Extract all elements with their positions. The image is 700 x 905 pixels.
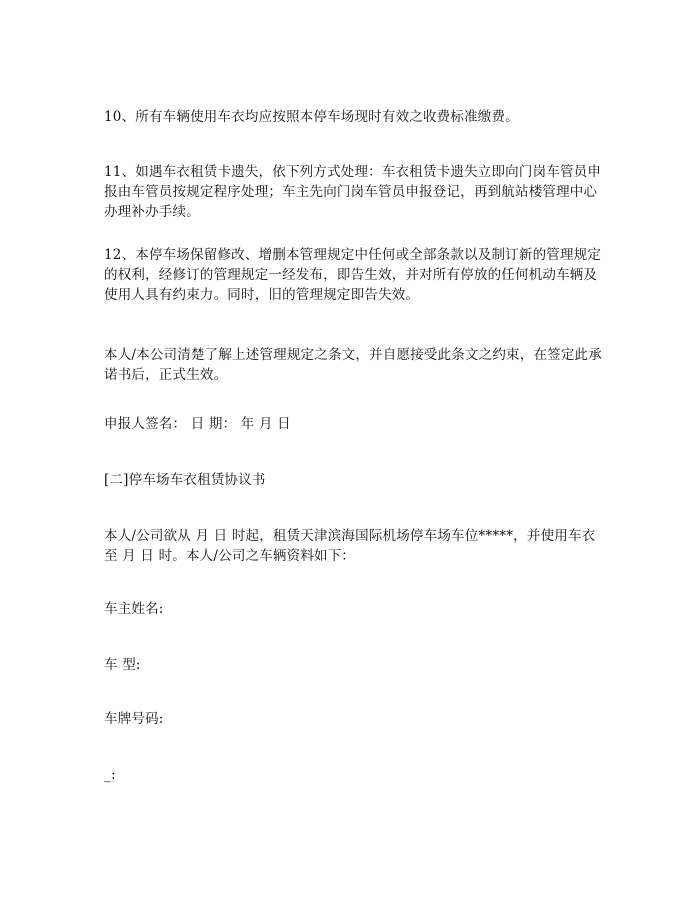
blank-field-label: _: bbox=[104, 767, 116, 783]
agreement-heading: [二]停车场车衣租赁协议书 bbox=[104, 472, 266, 488]
agreement-text: 本人/公司欲从 月 日 时起，租赁天津滨海国际机场停车场车位*****，并使用车衣至 月 日 时。本人/公司之车辆资料如下： bbox=[104, 528, 596, 564]
signature-date-line: 申报人签名： 日 期： 年 月 日 bbox=[104, 416, 291, 432]
vehicle-model-field-label: 车 型: bbox=[104, 657, 141, 673]
consent-statement: 本人/本公司清楚了解上述管理规定之条文，并自愿接受此条文之约束，在签定此承诺书后，正式生效。 bbox=[104, 347, 602, 383]
owner-name-field-label: 车主姓名: bbox=[104, 601, 164, 617]
plate-number-field-label: 车牌号码: bbox=[104, 711, 164, 727]
clause-12: 12、本停车场保留修改、增删本管理规定中任何或全部条款以及制订新的管理规定的权利，经修订的管理规定一经发布，即告生效，并对所有停放的任何机动车辆及使用人具有约束力。同时，旧的管理规定即告失效。 bbox=[104, 247, 602, 303]
clause-11: 11、如遇车衣租赁卡遗失，依下列方式处理：车衣租赁卡遗失立即向门岗车管员申报由车管员按规定程序处理；车主先向门岗车管员申报登记，再到航站楼管理中心办理补办手续。 bbox=[104, 164, 602, 220]
clause-10: 10、所有车辆使用车衣均应按照本停车场现时有效之收费标准缴费。 bbox=[104, 109, 519, 125]
